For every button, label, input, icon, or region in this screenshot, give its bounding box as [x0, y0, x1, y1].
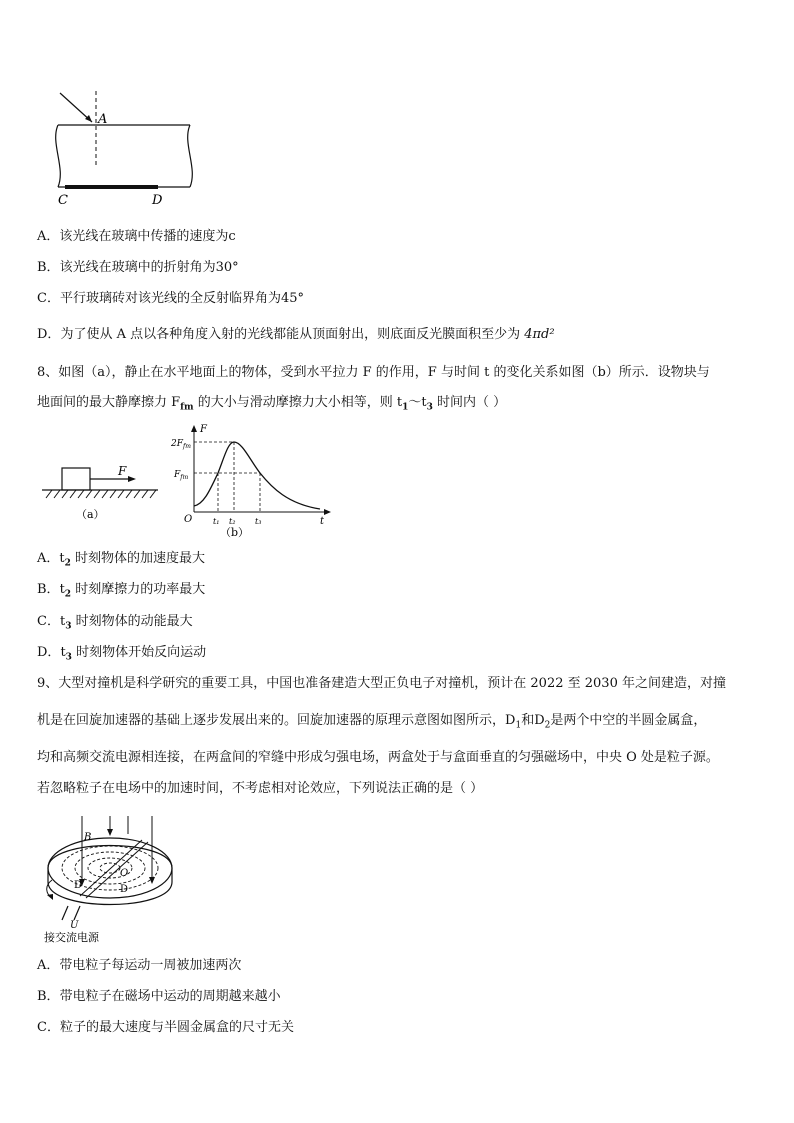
svg-text:t₂: t₂ [229, 517, 236, 526]
block-on-ground-figure [38, 460, 168, 525]
q7-option-d: D．为了使从 A 点以各种角度入射的光线都能从顶面射出，则底面反光膜面积至少为 4πd² [37, 327, 555, 342]
q9-stem-line4: 若忽略粒子在电场中的加速时间，不考虑相对论效应，下列说法正确的是（ ） [37, 781, 484, 796]
svg-text:t₃: t₃ [255, 517, 262, 526]
q8-stem-line2: 地面间的最大静摩擦力 $F_{fm}$ 的大小与滑动摩擦力大小相等，则 $t_1\sim t_3$ 时间内（ ） [37, 395, 507, 413]
q9-option-c: C．粒子的最大速度与半圆金属盒的尺寸无关 [37, 1020, 294, 1035]
q9-option-b: B．带电粒子在磁场中运动的周期越来越小 [37, 989, 281, 1004]
svg-text:t: t [320, 516, 325, 527]
force-time-graph [168, 420, 338, 540]
svg-text:F: F [118, 464, 127, 478]
svg-text:2Ffm: $2F_{fm}$ [171, 439, 191, 450]
q9-stem-line1: 9、大型对撞机是科学研究的重要工具，中国也准备建造大型正负电子对撞机，预计在 2022 至 2030 年之间建造，对撞 [37, 676, 726, 691]
q8-option-b: B．$t_2$ 时刻摩擦力的功率最大 [37, 582, 206, 600]
label-a: A [98, 112, 108, 127]
q9-stem-line3: 均和高频交流电源相连接，在两盒间的窄缝中形成匀强电场，两盒处于与盒面垂直的匀强磁场中，中央 O 处是粒子源。 [37, 750, 719, 765]
force-curve [194, 442, 320, 509]
q7-option-b: B．该光线在玻璃中的折射角为30° [37, 260, 239, 275]
svg-text:U: U [70, 920, 79, 931]
q8-stem-line1: 8、如图（a），静止在水平地面上的物体，受到水平拉力 F 的作用，F 与时间 t 的变化关系如图（b）所示．设物块与 [37, 365, 710, 380]
label-d: D [152, 193, 163, 208]
svg-text:O: O [120, 868, 129, 879]
q7-option-a: A．该光线在玻璃中传播的速度为c [37, 229, 236, 244]
svg-text:Ffm: $F_{fm}$ [174, 470, 189, 481]
caption-b: （b） [220, 526, 250, 539]
svg-text:O: O [184, 514, 193, 525]
q8-option-c: C．$t_3$ 时刻物体的动能最大 [37, 614, 193, 632]
q7-option-c: C．平行玻璃砖对该光线的全反射临界角为45° [37, 291, 304, 306]
film-area-formula: 4πd² [524, 327, 555, 342]
q9-option-a: A．带电粒子每运动一周被加速两次 [37, 958, 242, 973]
label-c: C [58, 193, 68, 208]
ac-source-caption: 接交流电源 [44, 931, 99, 944]
q8-option-d: D．$t_3$ 时刻物体开始反向运动 [37, 645, 207, 663]
caption-a: （a） [76, 508, 105, 521]
svg-text:B: B [84, 832, 92, 843]
glass-block-figure [40, 88, 210, 210]
svg-text:D: D [120, 884, 129, 895]
svg-text:t₁: t₁ [213, 517, 220, 526]
svg-text:D: D [74, 880, 83, 891]
cyclotron-figure [40, 810, 180, 945]
svg-text:F: F [200, 424, 207, 435]
block [62, 468, 90, 490]
q9-stem-line2: 机是在回旋加速器的基础上逐步发展出来的。回旋加速器的原理示意图如图所示，$D_1$和$D_2$是两个中空的半圆金属盒， [37, 713, 707, 731]
q8-option-a: A．$t_2$ 时刻物体的加速度最大 [37, 551, 206, 569]
